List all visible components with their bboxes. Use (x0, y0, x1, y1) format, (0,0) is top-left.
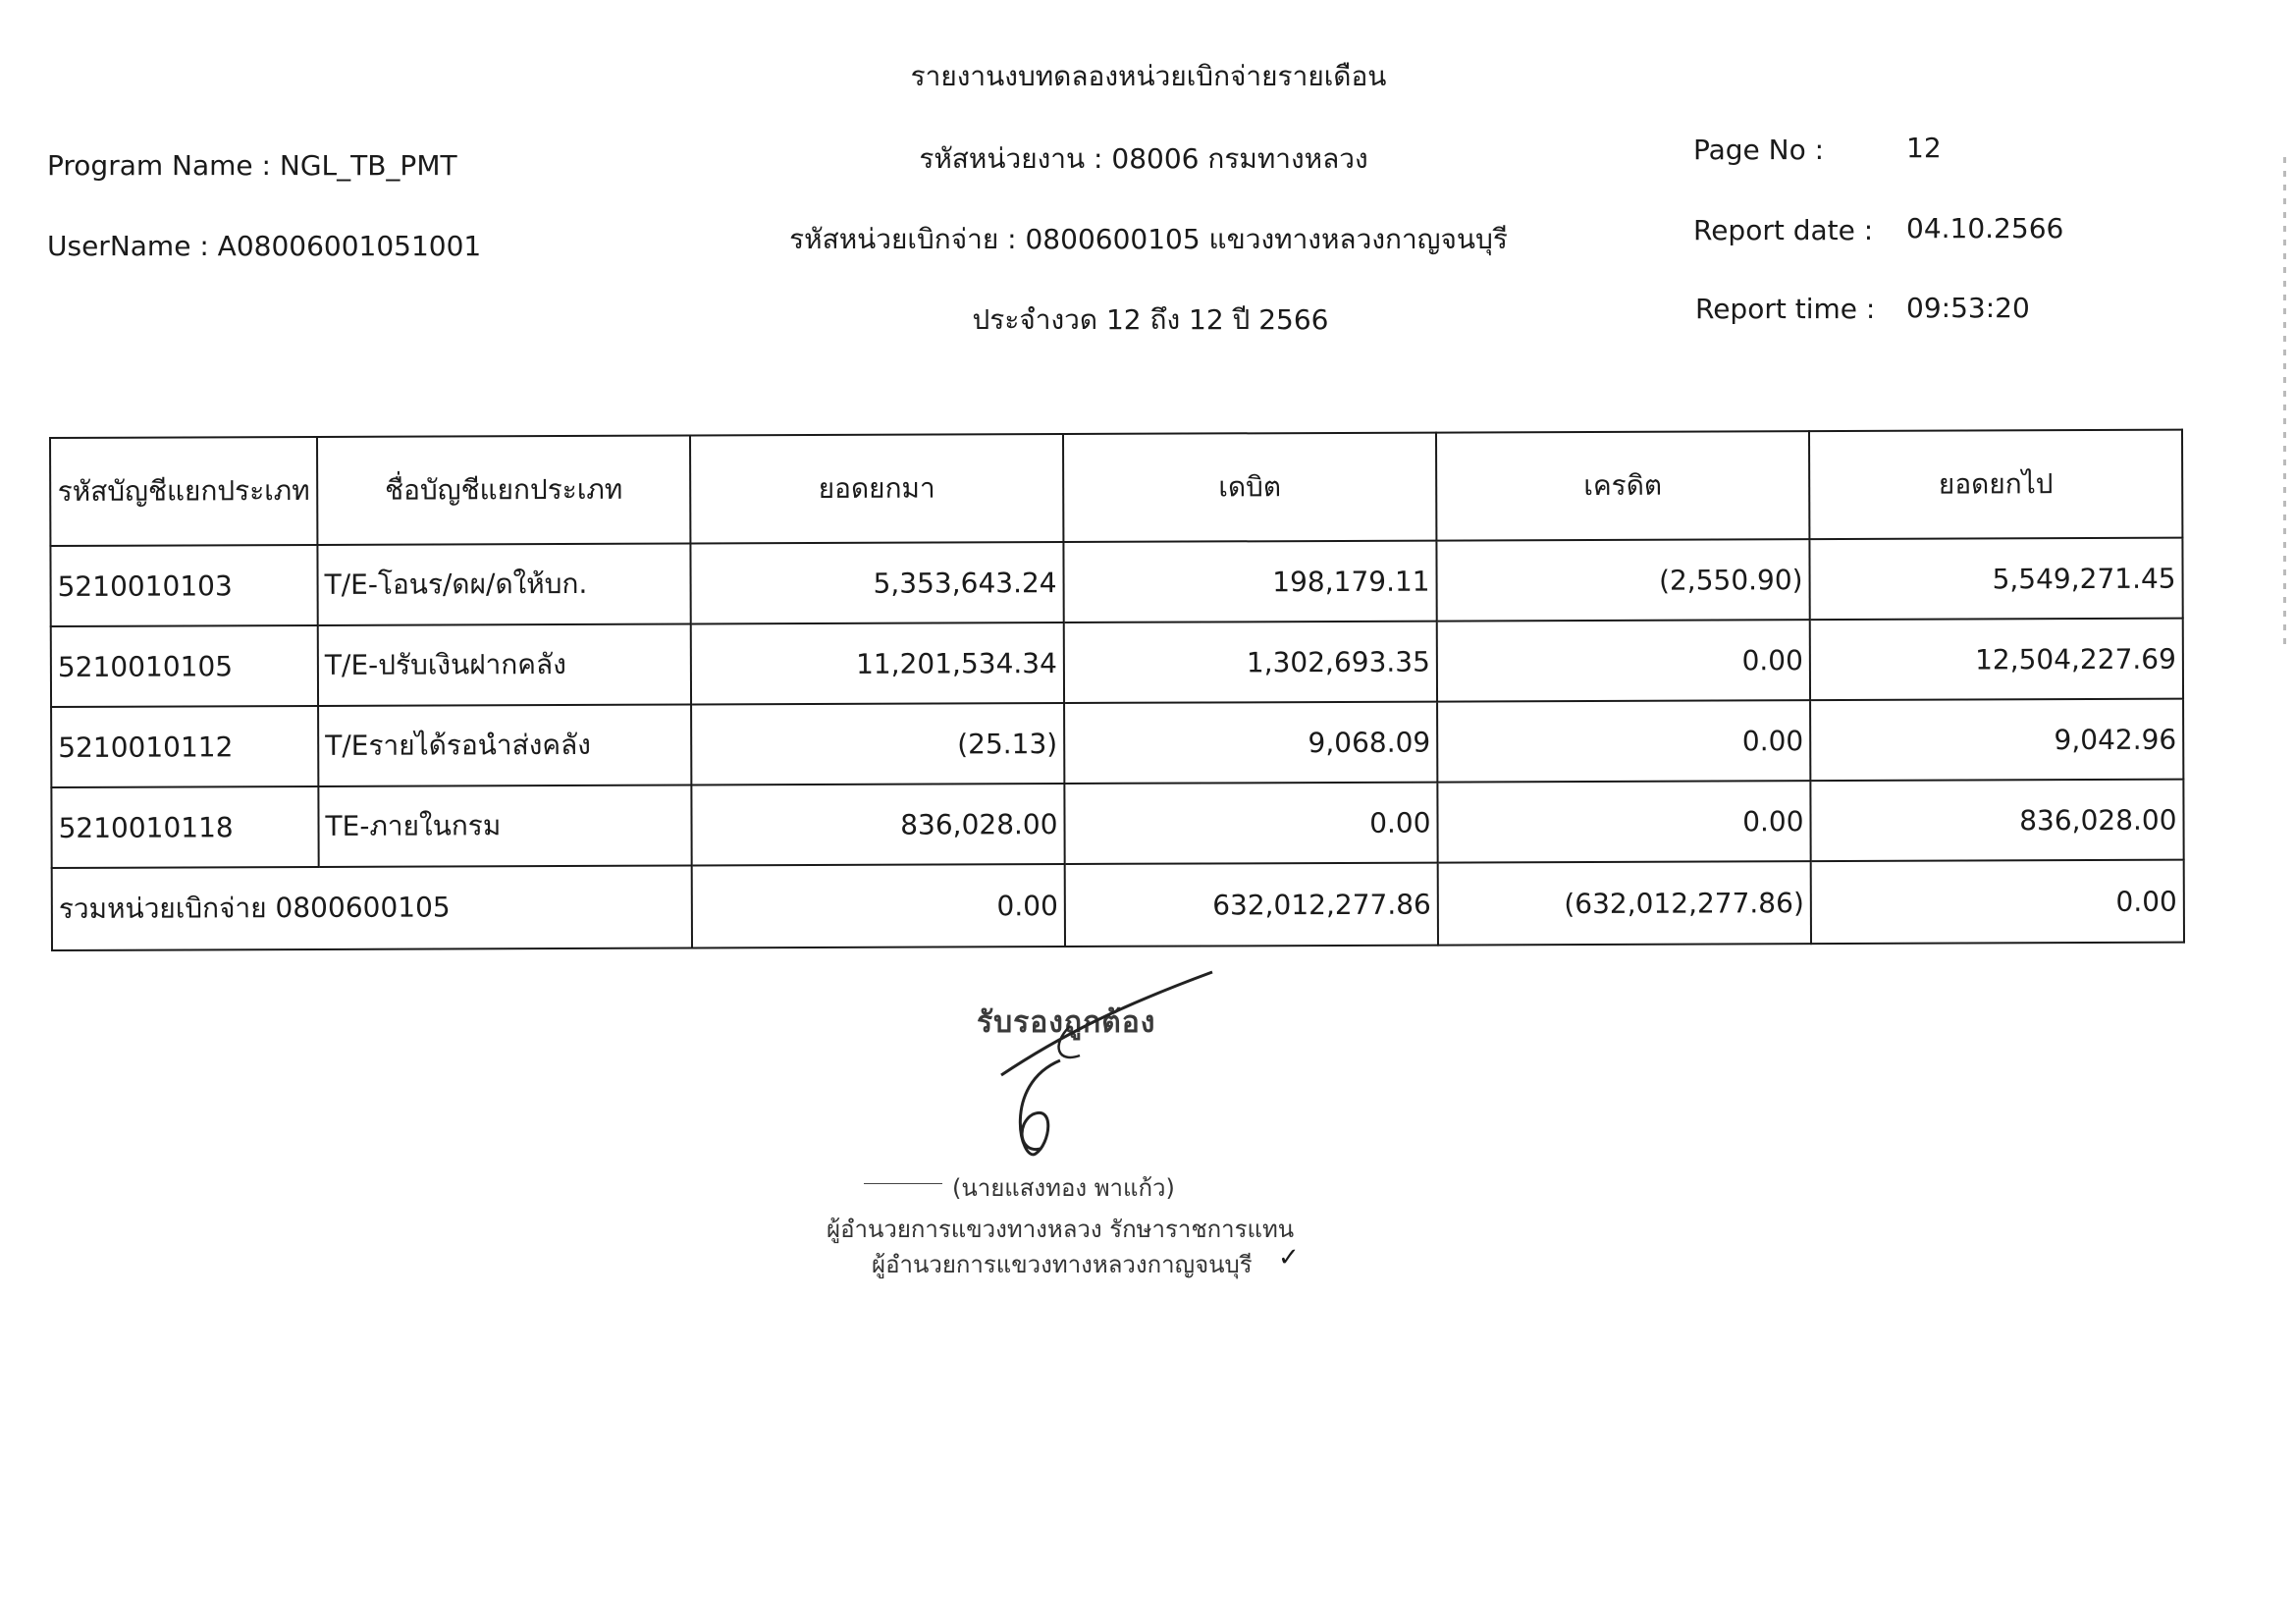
report-time-value: 09:53:20 (1906, 292, 2030, 324)
col-header-account-name: ชื่อบัญชีแยกประเภท (317, 435, 690, 544)
account-code: 5210010112 (51, 706, 318, 787)
disbursement-unit-line: รหัสหน่วยเบิกจ่าย : 0800600105 แขวงทางหลวงกาญจนบุรี (789, 223, 1508, 255)
account-name: TE-ภายในกรม (318, 785, 691, 866)
table-row (51, 699, 2183, 787)
certified-stamp: รับรองถูกต้อง (977, 1005, 1156, 1040)
col-header-debit: เดบิต (1063, 433, 1436, 542)
scan-edge-artifact (2283, 157, 2286, 648)
signature-line (864, 1183, 942, 1184)
signer-position-2: ผู้อำนวยการแขวงทางหลวงกาญจนบุรี (872, 1251, 1253, 1278)
total-carried-forward: 0.00 (1811, 860, 2184, 944)
total-credit: (632,012,277.86) (1438, 861, 1811, 945)
account-code: 5210010103 (50, 545, 317, 626)
table-row (50, 538, 2182, 626)
table-row (51, 619, 2183, 707)
credit: 0.00 (1437, 781, 1810, 862)
trial-balance-table (49, 429, 2185, 951)
col-header-carried-forward: ยอดยกไป (1809, 430, 2182, 539)
total-brought-forward: 0.00 (692, 864, 1065, 947)
program-name: Program Name : NGL_TB_PMT (47, 149, 457, 182)
total-debit: 632,012,277.86 (1065, 863, 1438, 947)
col-header-brought-forward: ยอดยกมา (690, 434, 1063, 543)
carried-forward: 12,504,227.69 (1810, 619, 2183, 700)
brought-forward: 11,201,534.34 (691, 623, 1064, 704)
page-no-label: Page No : (1693, 134, 1825, 166)
signer-name: (นายแสงทอง พาแก้ว) (952, 1174, 1175, 1202)
checkmark-icon: ✓ (1278, 1243, 1300, 1272)
page-no-value: 12 (1906, 132, 1942, 164)
period-line: ประจำงวด 12 ถึง 12 ปี 2566 (972, 303, 1329, 336)
report-date-label: Report date : (1693, 214, 1874, 246)
table-row (51, 780, 2183, 868)
agency-code-line: รหัสหน่วยงาน : 08006 กรมทางหลวง (919, 142, 1368, 175)
credit: 0.00 (1437, 620, 1810, 701)
credit: (2,550.90) (1436, 539, 1809, 621)
handwritten-signature (942, 967, 1237, 1183)
report-time-label: Report time : (1695, 293, 1876, 325)
total-row (52, 860, 2184, 950)
debit: 1,302,693.35 (1064, 622, 1437, 703)
user-name: UserName : A08006001051001 (47, 230, 482, 262)
carried-forward: 5,549,271.45 (1809, 538, 2182, 620)
total-label: รวมหน่วยเบิกจ่าย 0800600105 (52, 865, 692, 950)
report-title: รายงานงบทดลองหน่วยเบิกจ่ายรายเดือน (910, 60, 1387, 92)
carried-forward: 9,042.96 (1810, 699, 2183, 781)
debit: 9,068.09 (1064, 702, 1437, 784)
account-name: T/Eรายได้รอนำส่งคลัง (318, 704, 691, 785)
signer-position-1: ผู้อำนวยการแขวงทางหลวง รักษาราชการแทน (827, 1216, 1295, 1243)
account-code: 5210010105 (51, 625, 318, 707)
brought-forward: 5,353,643.24 (690, 542, 1063, 623)
debit: 0.00 (1064, 783, 1437, 864)
brought-forward: 836,028.00 (691, 784, 1064, 865)
debit: 198,179.11 (1063, 541, 1436, 623)
carried-forward: 836,028.00 (1810, 780, 2183, 861)
account-name: T/E-โอนร/ดผ/ดให้บก. (317, 543, 690, 624)
brought-forward: (25.13) (691, 703, 1064, 785)
table-header-row (50, 430, 2182, 546)
col-header-account-code: รหัสบัญชีแยกประเภท (50, 437, 317, 546)
account-code: 5210010118 (51, 786, 318, 868)
col-header-credit: เครดิต (1436, 431, 1809, 540)
credit: 0.00 (1437, 700, 1810, 782)
report-date-value: 04.10.2566 (1906, 212, 2064, 244)
account-name: T/E-ปรับเงินฝากคลัง (318, 623, 691, 705)
